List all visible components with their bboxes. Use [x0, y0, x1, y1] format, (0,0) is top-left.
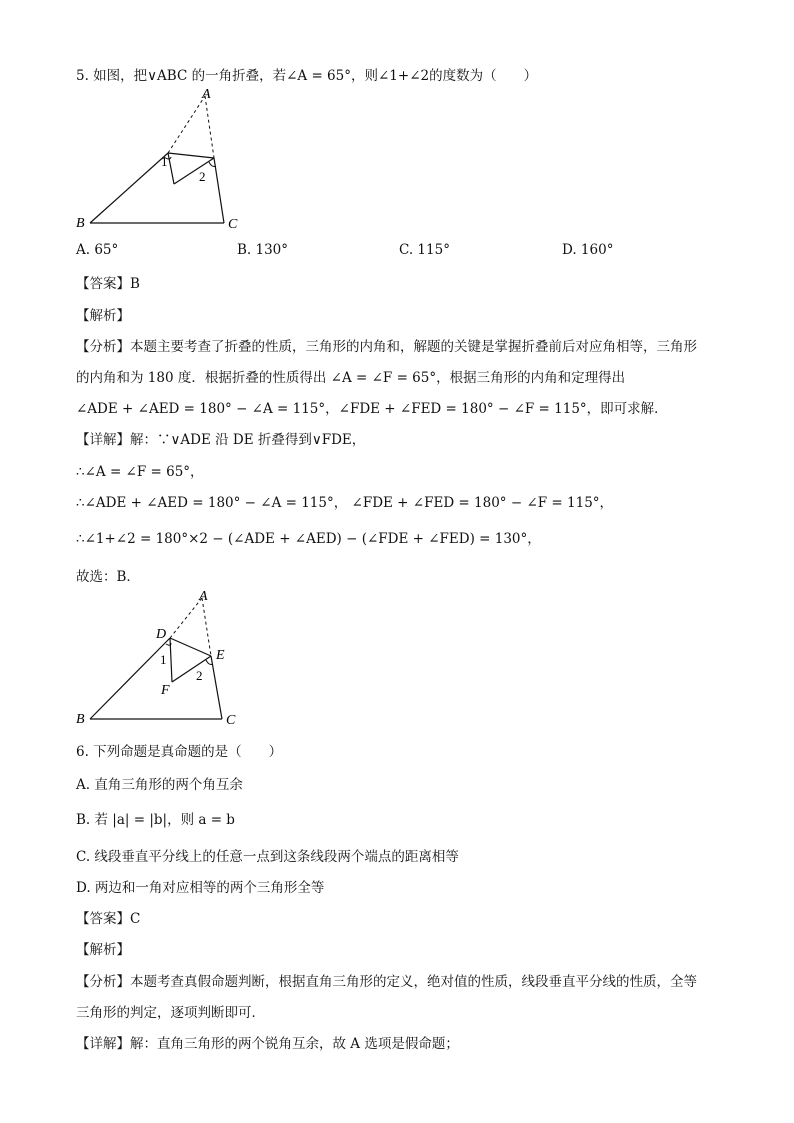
q5-option-d: D. 160° — [562, 242, 614, 258]
fold-fe — [172, 656, 211, 682]
q5-stem: 5. 如图，把∨ABC 的一角折叠，若∠A = 65°，则∠1+∠2的度数为（ ） — [76, 68, 538, 84]
q5-option-a: A. 65° — [76, 242, 119, 258]
dashed-ad — [168, 96, 205, 153]
q5-analysis-line3: ∠ADE + ∠AED = 180° − ∠A = 115°，∠FDE + ∠FED = 180° − ∠F = 115°，即可求解． — [76, 401, 668, 417]
q6-detail-line1: 【详解】解：直角三角形的两个锐角互余，故 A 选项是假命题； — [76, 1036, 459, 1052]
q5-figure — [72, 86, 272, 236]
side-ec — [211, 656, 222, 719]
label-2: 2 — [196, 668, 203, 683]
label-e: E — [216, 648, 225, 663]
side-ab — [90, 638, 170, 719]
fold-de — [168, 153, 214, 158]
side-ab — [90, 153, 168, 223]
label-1: 1 — [161, 154, 168, 169]
label-a: A — [199, 589, 208, 604]
q5-analysis-line1: 【分析】本题主要考查了折叠的性质，三角形的内角和，解题的关键是掌握折叠前后对应角相等，三角形 — [76, 339, 697, 355]
dashed-ad — [170, 598, 202, 638]
label-c: C — [226, 713, 236, 728]
label-f: F — [161, 683, 170, 698]
q6-stem: 6. 下列命题是真命题的是（ ） — [76, 744, 283, 760]
label-1: 1 — [160, 652, 167, 667]
q6-option-c: C. 线段垂直平分线上的任意一点到这条线段两个端点的距离相等 — [76, 849, 459, 865]
q6-analysis-line2: 三角形的判定，逐项判断即可． — [76, 1005, 265, 1021]
label-a: A — [202, 87, 211, 102]
label-d: D — [156, 627, 167, 642]
q6-analysis-title: 【解析】 — [76, 942, 130, 958]
label-b: B — [76, 712, 85, 727]
q6-analysis-line1: 【分析】本题考查真假命题判断，根据直角三角形的定义，绝对值的性质，线段垂直平分线的性质，全等 — [76, 974, 697, 990]
q6-option-b: B. 若 |a| = |b|，则 a = b — [76, 812, 235, 828]
q5-solution-figure — [72, 586, 272, 731]
fold-de — [170, 638, 211, 656]
label-2: 2 — [199, 169, 206, 184]
q5-detail-line2: ∴∠A = ∠F = 65°， — [76, 464, 204, 480]
q5-answer: 【答案】B — [76, 276, 140, 292]
label-c: C — [228, 217, 238, 232]
q5-detail-line1: 【详解】解：∵∨ADE 沿 DE 折叠得到∨FDE， — [76, 432, 366, 448]
side-ec — [214, 158, 224, 223]
dashed-ae — [205, 96, 214, 158]
q5-detail-line3: ∴∠ADE + ∠AED = 180° − ∠A = 115°， ∠FDE + ∠FED = 180° − ∠F = 115°， — [76, 495, 614, 511]
q5-option-c: C. 115° — [399, 242, 450, 258]
q6-answer: 【答案】C — [76, 911, 141, 927]
q5-analysis-title: 【解析】 — [76, 308, 130, 324]
q5-choose: 故选：B． — [76, 569, 140, 585]
q5-analysis-line2: 的内角和为 180 度．根据折叠的性质得出 ∠A = ∠F = 65°，根据三角形的内角和定理得出 — [76, 370, 626, 386]
q6-option-a: A. 直角三角形的两个角互余 — [76, 777, 243, 793]
fold-fe — [174, 158, 214, 184]
q5-detail-line4: ∴∠1+∠2 = 180°×2 − (∠ADE + ∠AED) − (∠FDE + ∠FED) = 130°， — [76, 531, 541, 547]
dashed-ae — [202, 598, 211, 656]
q6-option-d: D. 两边和一角对应相等的两个三角形全等 — [76, 880, 325, 896]
label-b: B — [76, 216, 85, 231]
q5-option-b: B. 130° — [237, 242, 289, 258]
